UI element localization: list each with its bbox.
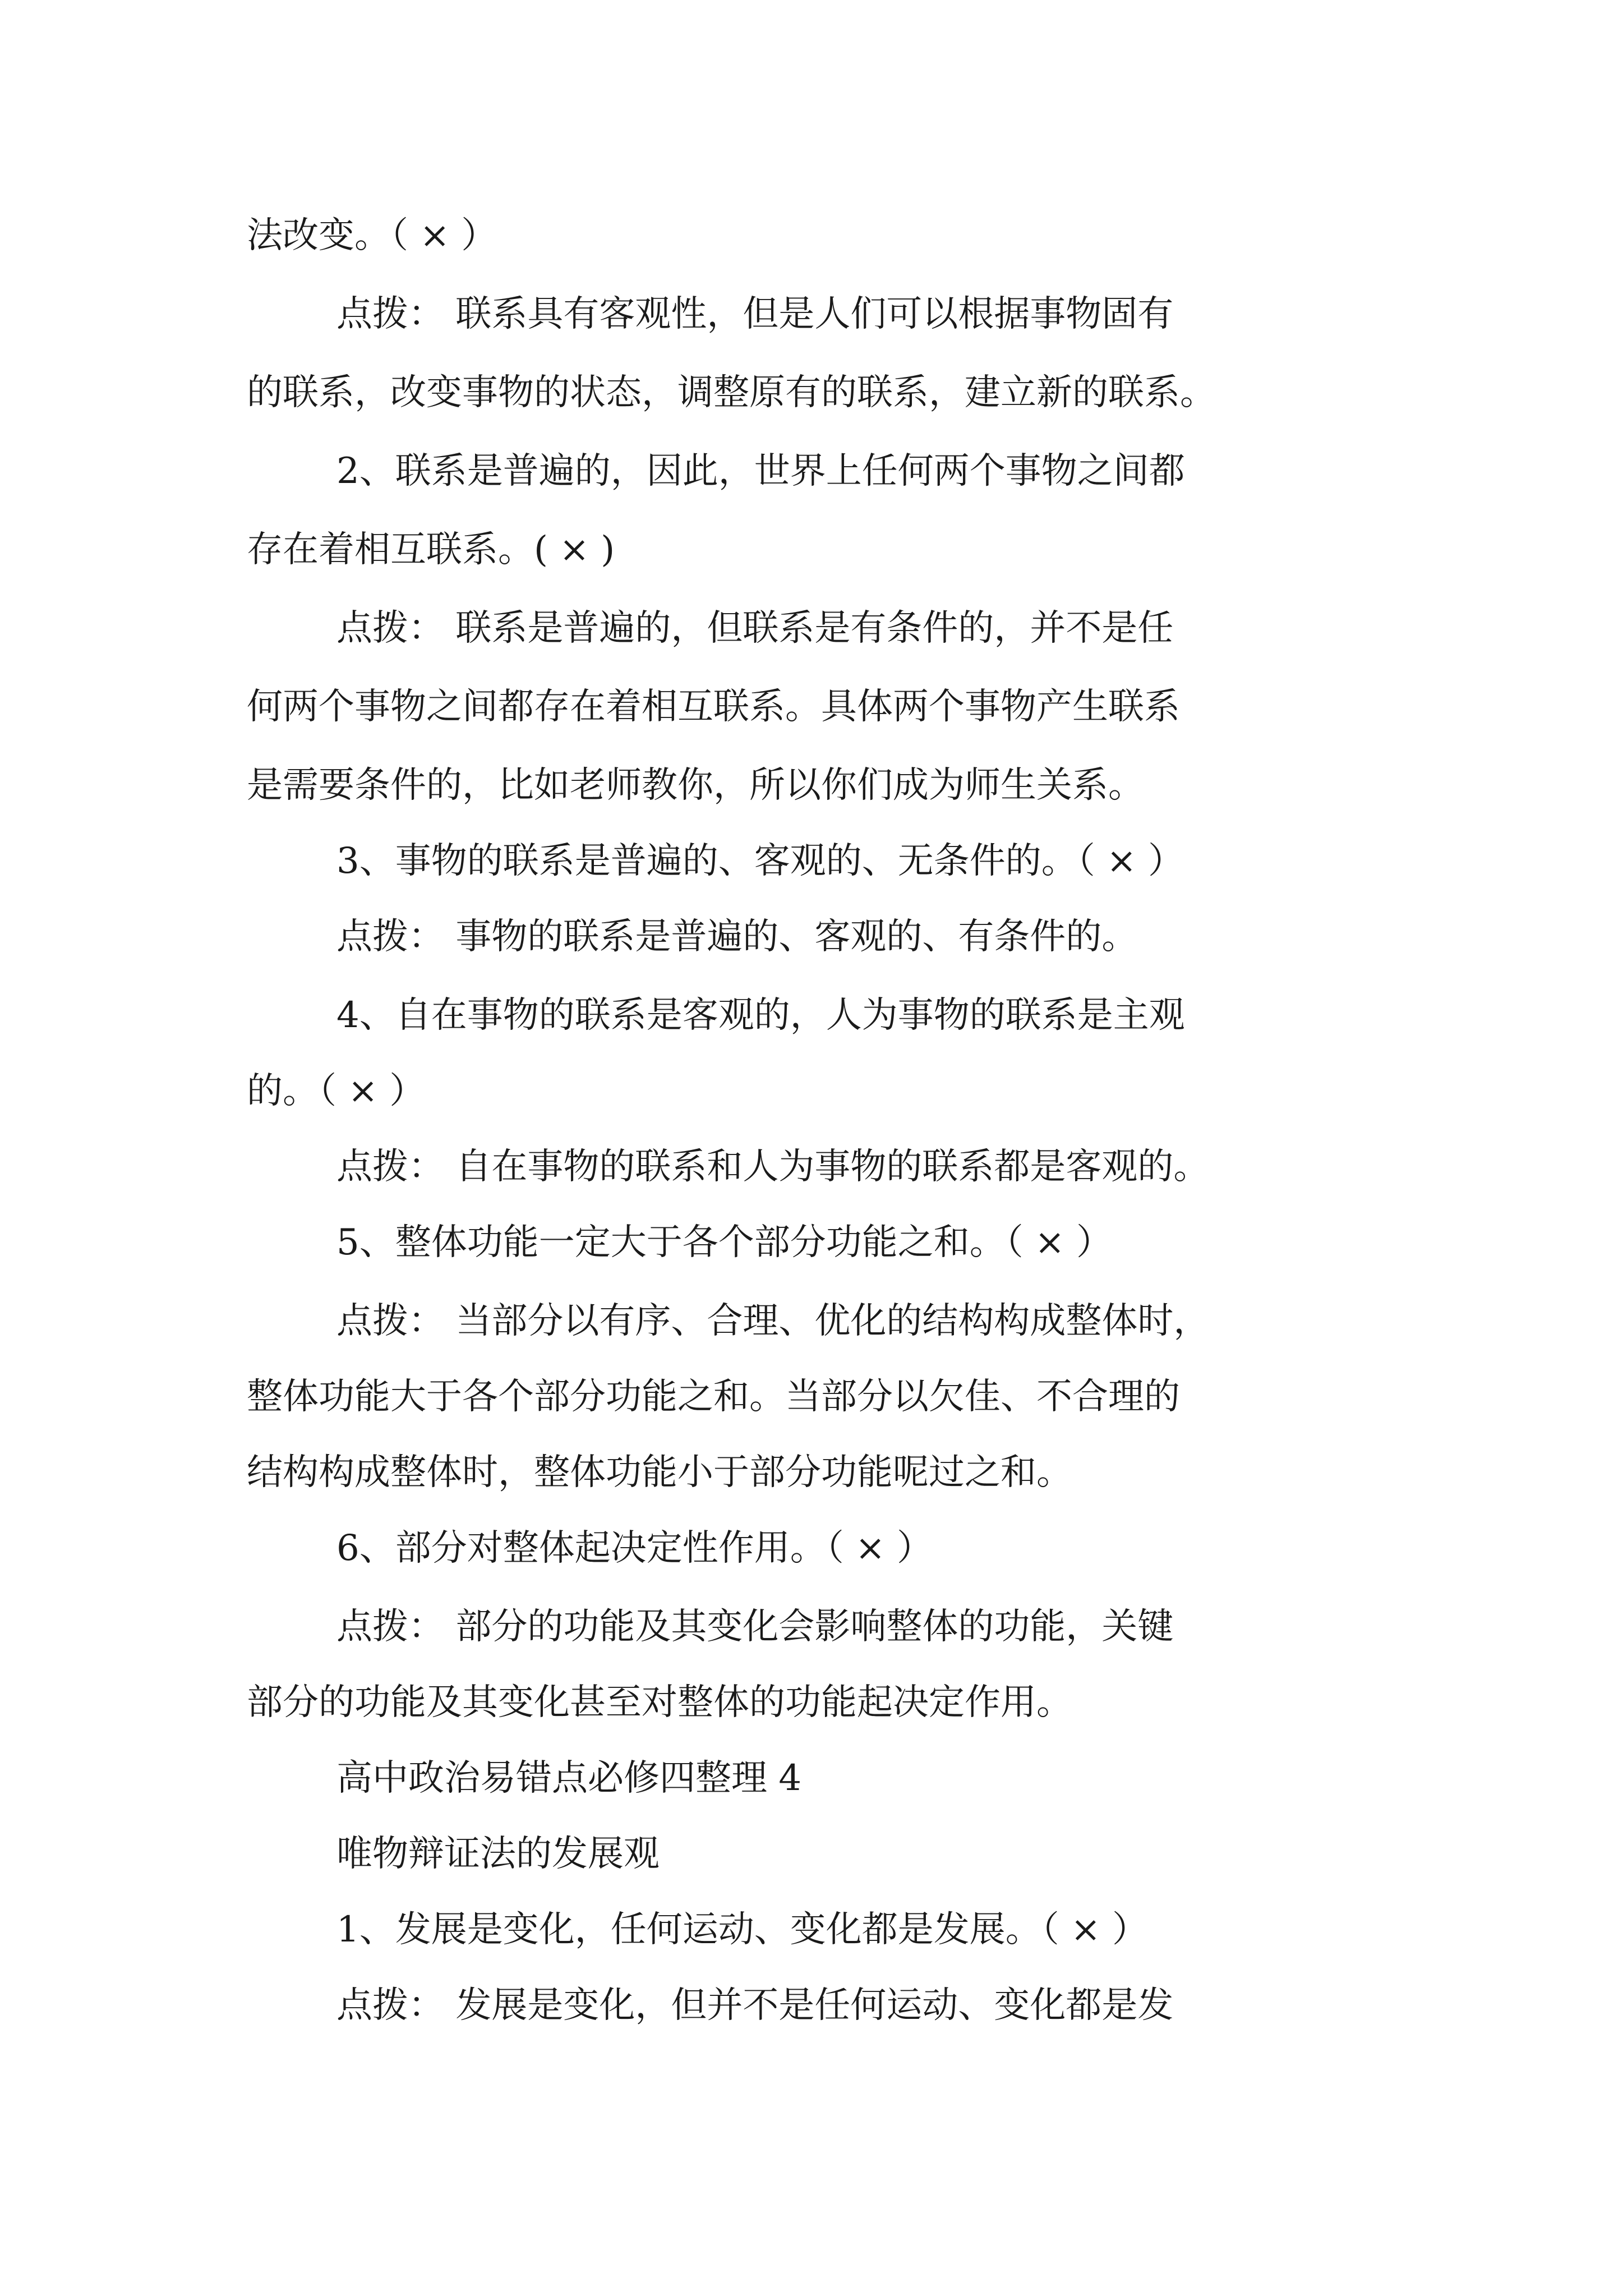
text-line: 的。（ × ） xyxy=(247,1070,426,1112)
text-line: 点拨： 自在事物的联系和人为事物的联系都是客观的。 xyxy=(336,1146,1210,1188)
text-line: 存在着相互联系。( × ) xyxy=(247,529,615,570)
text-line: 整体功能大于各个部分功能之和。当部分以欠佳、不合理的 xyxy=(247,1376,1180,1418)
text-line: 点拨： 事物的联系是普遍的、客观的、有条件的。 xyxy=(336,916,1138,958)
text-line: 3、事物的联系是普遍的、客观的、无条件的。（ × ） xyxy=(336,840,1184,882)
text-line: 法改变。（ × ） xyxy=(247,215,497,256)
text-line: 6、部分对整体起决定性作用。（ × ） xyxy=(336,1527,933,1569)
text-line: 2、联系是普遍的，因此，世界上任何两个事物之间都 xyxy=(336,450,1185,492)
text-line: 何两个事物之间都存在着相互联系。具体两个事物产生联系 xyxy=(247,686,1180,728)
text-line: 是需要条件的，比如老师教你，所以你们成为师生关系。 xyxy=(247,765,1144,806)
text-line: 1、发展是变化，任何运动、变化都是发展。（ × ） xyxy=(336,1909,1149,1950)
text-line: 4、自在事物的联系是客观的，人为事物的联系是主观 xyxy=(336,995,1185,1036)
text-line: 点拨： 联系具有客观性，但是人们可以根据事物固有 xyxy=(336,293,1174,335)
text-line: 点拨： 部分的功能及其变化会影响整体的功能，关键 xyxy=(336,1606,1174,1648)
text-line: 的联系，改变事物的状态，调整原有的联系，建立新的联系。 xyxy=(247,372,1216,413)
section-heading: 高中政治易错点必修四整理 4 xyxy=(336,1757,802,1799)
text-line: 点拨： 当部分以有序、合理、优化的结构构成整体时， xyxy=(336,1300,1210,1342)
text-line: 点拨： 联系是普遍的，但联系是有条件的，并不是任 xyxy=(336,608,1174,649)
subsection-heading: 唯物辩证法的发展观 xyxy=(336,1833,660,1875)
text-line: 部分的功能及其变化甚至对整体的功能起决定作用。 xyxy=(247,1682,1072,1723)
text-line: 点拨： 发展是变化，但并不是任何运动、变化都是发 xyxy=(336,1985,1174,2026)
text-line: 结构构成整体时，整体功能小于部分功能呢过之和。 xyxy=(247,1452,1072,1493)
text-line: 5、整体功能一定大于各个部分功能之和。（ × ） xyxy=(336,1222,1113,1263)
